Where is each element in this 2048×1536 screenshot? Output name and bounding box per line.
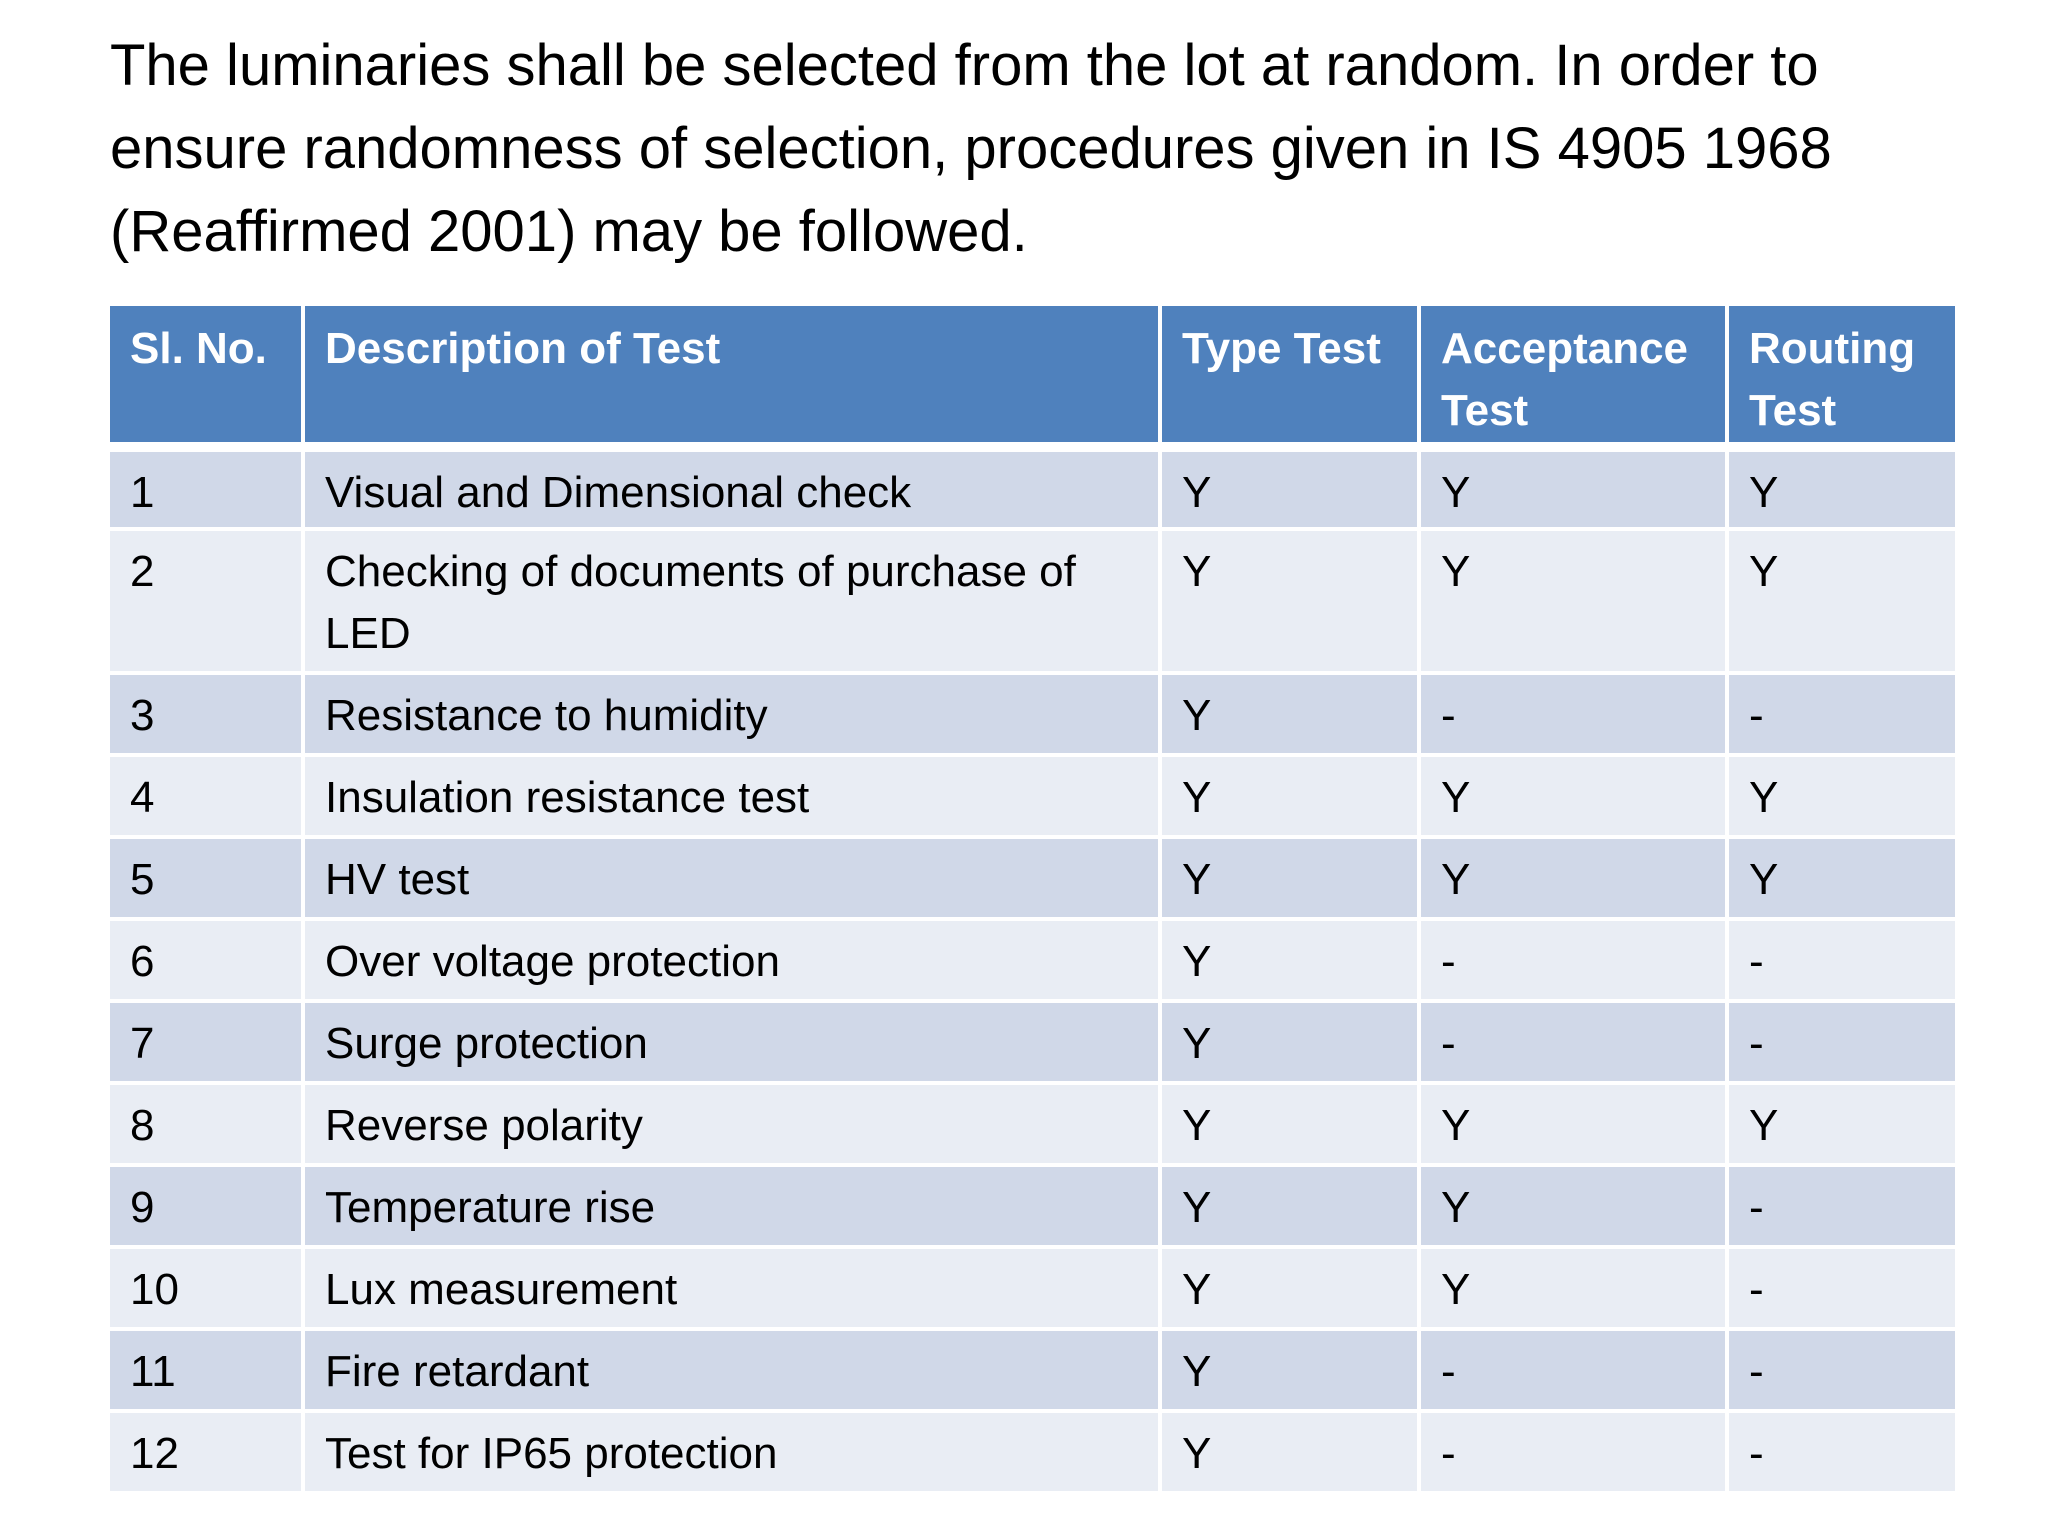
cell-description: Surge protection [303, 1001, 1160, 1083]
cell-type-test: Y [1160, 673, 1419, 755]
table-row [108, 1411, 1957, 1493]
table-row [108, 529, 1957, 673]
table-row [108, 1247, 1957, 1329]
cell-acceptance-test: Y [1419, 837, 1727, 919]
intro-paragraph: The luminaries shall be selected from the lot at random. In order to ensure randomness of selection, procedures given in IS 4905 1968 (Reaffirmed 2001) may be followed. [110, 33, 1832, 264]
cell-acceptance-test: - [1419, 1411, 1727, 1493]
cell-description: HV test [303, 837, 1160, 919]
cell-routing-test: - [1727, 1001, 1957, 1083]
table-row [108, 1001, 1957, 1083]
cell-sl-no: 4 [108, 755, 303, 837]
cell-type-test: Y [1160, 1001, 1419, 1083]
cell-type-test: Y [1160, 529, 1419, 673]
test-table [106, 302, 1959, 1495]
table-row [108, 1329, 1957, 1411]
cell-acceptance-test: Y [1419, 1083, 1727, 1165]
cell-acceptance-test: Y [1419, 1165, 1727, 1247]
cell-description: Reverse polarity [303, 1083, 1160, 1165]
cell-routing-test: Y [1727, 529, 1957, 673]
cell-description: Lux measurement [303, 1247, 1160, 1329]
cell-type-test: Y [1160, 755, 1419, 837]
cell-type-test: Y [1160, 1083, 1419, 1165]
cell-sl-no: 3 [108, 673, 303, 755]
cell-sl-no: 8 [108, 1083, 303, 1165]
cell-description: Visual and Dimensional check [303, 447, 1160, 529]
cell-description: Insulation resistance test [303, 755, 1160, 837]
cell-routing-test: Y [1727, 755, 1957, 837]
cell-type-test: Y [1160, 1329, 1419, 1411]
cell-acceptance-test: Y [1419, 529, 1727, 673]
cell-sl-no: 6 [108, 919, 303, 1001]
table-row [108, 837, 1957, 919]
cell-type-test: Y [1160, 1247, 1419, 1329]
cell-description: Over voltage protection [303, 919, 1160, 1001]
cell-sl-no: 9 [108, 1165, 303, 1247]
table-row [108, 919, 1957, 1001]
cell-description: Checking of documents of purchase of LED [303, 529, 1160, 673]
header-type-test: Type Test [1160, 304, 1419, 447]
cell-routing-test: - [1727, 1411, 1957, 1493]
cell-routing-test: Y [1727, 447, 1957, 529]
cell-type-test: Y [1160, 447, 1419, 529]
cell-sl-no: 12 [108, 1411, 303, 1493]
cell-routing-test: - [1727, 1329, 1957, 1411]
cell-type-test: Y [1160, 1165, 1419, 1247]
header-sl-no: Sl. No. [108, 304, 303, 447]
cell-routing-test: - [1727, 673, 1957, 755]
cell-acceptance-test: - [1419, 1329, 1727, 1411]
cell-routing-test: - [1727, 1247, 1957, 1329]
cell-type-test: Y [1160, 837, 1419, 919]
cell-sl-no: 1 [108, 447, 303, 529]
table-row [108, 1165, 1957, 1247]
cell-sl-no: 5 [108, 837, 303, 919]
header-description: Description of Test [303, 304, 1160, 447]
table-row [108, 447, 1957, 529]
table-row [108, 755, 1957, 837]
cell-acceptance-test: Y [1419, 755, 1727, 837]
cell-description: Test for IP65 protection [303, 1411, 1160, 1493]
cell-sl-no: 10 [108, 1247, 303, 1329]
cell-type-test: Y [1160, 1411, 1419, 1493]
cell-type-test: Y [1160, 919, 1419, 1001]
cell-routing-test: - [1727, 1165, 1957, 1247]
cell-description: Resistance to humidity [303, 673, 1160, 755]
cell-routing-test: Y [1727, 837, 1957, 919]
header-routing-test: Routing Test [1727, 304, 1957, 447]
header-acceptance-test: Acceptance Test [1419, 304, 1727, 447]
cell-routing-test: - [1727, 919, 1957, 1001]
cell-acceptance-test: Y [1419, 447, 1727, 529]
cell-description: Fire retardant [303, 1329, 1160, 1411]
cell-acceptance-test: Y [1419, 1247, 1727, 1329]
cell-sl-no: 2 [108, 529, 303, 673]
cell-sl-no: 11 [108, 1329, 303, 1411]
cell-acceptance-test: - [1419, 673, 1727, 755]
cell-description: Temperature rise [303, 1165, 1160, 1247]
cell-routing-test: Y [1727, 1083, 1957, 1165]
cell-sl-no: 7 [108, 1001, 303, 1083]
table-header-row [108, 304, 1957, 447]
cell-acceptance-test: - [1419, 1001, 1727, 1083]
table-row [108, 1083, 1957, 1165]
cell-acceptance-test: - [1419, 919, 1727, 1001]
table-row [108, 673, 1957, 755]
